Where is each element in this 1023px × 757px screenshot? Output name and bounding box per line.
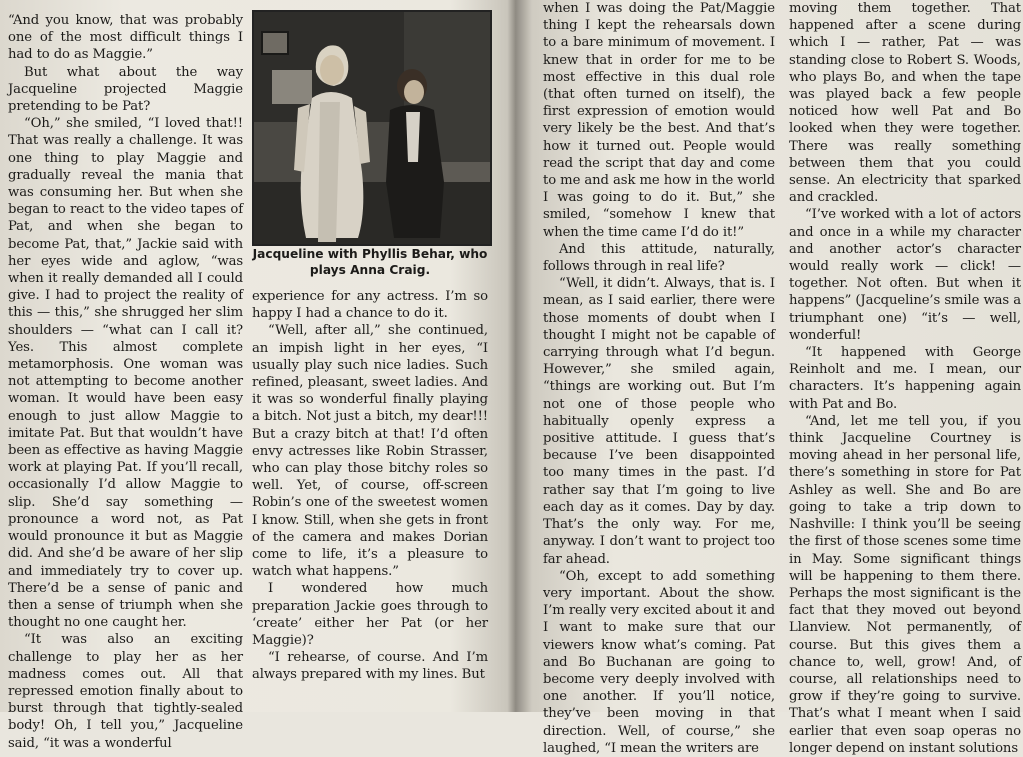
paragraph: “I’ve worked with a lot of actors and once in a while my character and another actor’s character would really work — click! — together. Not often. But when it happens” (Jacqueline’s smile was a triumphant one) “it’s — well, wonderful! — [789, 207, 1021, 343]
paragraph: “And, let me tell you, if you think Jacqueline Courtney is moving ahead in her personal life, there’s something in store for Pat Ashley as well. She and Bo are going to take a trip down to Nashville: I think you’ll be seeing the first of those scenes some time in May. Some significant things will be happening to them there. Perhaps the most significant is the fact that they moved out beyond Llanview. Not permanently, of course. But this gives them a chance to, well, grow! And, of course, all relationships need to grow if they’re going to survive. That’s what I meant when I said earlier that even soap operas no longer depend on instant solutions — [789, 413, 1021, 756]
photo-illustration — [254, 12, 490, 244]
photo-two-actresses — [252, 10, 492, 246]
right-page-column-2 — [789, 0, 1021, 757]
right-page — [526, 0, 1023, 756]
paragraph: And this attitude, naturally, follows through in real life? — [543, 241, 775, 275]
paragraph: experience for any actress. I’m so happy I had a chance to do it. — [252, 289, 488, 322]
left-page-column-2 — [252, 288, 488, 684]
paragraph: moving them together. That happened after a scene during which I — rather, Pat — was standing close to Robert S. Woods, who plays Bo, and when the tape was played back a few people noticed how well Pat and Bo looked when they were together. There was really something between them that you could sense. An electricity that sparked and crackled. — [789, 1, 1021, 206]
paragraph: when I was doing the Pat/Maggie thing I kept the rehearsals down to a bare minimum of movement. I knew that in order for me to be most effective in this dual role (that often turned on itself), the first expression of emotion would very likely be the best. And that’s how it turned out. People would read the script that day and come to me and ask me how in the world I was going to do it. But,” she smiled, “somehow I knew that when the time came I’d do it!” — [543, 1, 775, 240]
paragraph: “I rehearse, of course. And I’m always prepared with my lines. But — [252, 650, 488, 683]
paragraph: I wondered how much preparation Jackie goes through to ‘create’ either her Pat (or her Maggie)? — [252, 581, 488, 649]
left-page-column-1 — [8, 12, 243, 752]
photo-caption: Jacqueline with Phyllis Behar, who plays Anna Craig. — [252, 247, 488, 277]
paragraph: “Oh, except to add something very important. About the show. I’m really very excited about it and I want to make sure that our viewers know what’s coming. Pat and Bo Buchanan are going to become very deeply involved with one another. If you’ll notice, they’ve been moving in that direction. Well, of course,” she laughed, “I mean the writers are — [543, 568, 775, 756]
paragraph: “It was also an exciting challenge to play her as her madness comes out. All that repressed emotion finally about to burst through that tightly-sealed body! Oh, I tell you,” Jacqueline said, “it was a wonderful — [8, 632, 243, 751]
paragraph: “And you know, that was probably one of the most difficult things I had to do as Maggie.” — [8, 13, 243, 63]
paragraph: But what about the way Jacqueline projected Maggie pretending to be Pat? — [8, 64, 243, 115]
paragraph: “Oh,” she smiled, “I loved that!! That was really a challenge. It was one thing to play Maggie and gradually reveal the mania that was consuming her. But when she began to react to the video tapes of Pat, and when she began to become Pat, that,” Jackie said with her eyes wide and aglow, “was when it really demanded all I could give. I had to project the reality of this — this,” she shrugged her slim shoulders — “what can I call it? Yes. This almost complete metamorphosis. One woman was not attempting to become another woman. It would have been easy enough to just allow Maggie to imitate Pat. But that wouldn’t have been as effective as having Maggie work at playing Pat. If you’ll recall, occasionally I’d allow Maggie to slip. She’d say something — pronounce a word not, as Pat would pronounce it but as Maggie did. And she’d be aware of her slip and immediately try to cover up. There’d be a sense of panic and then a sense of triumph when she thought no one caught her. — [8, 116, 243, 631]
paragraph: “Well, it didn’t. Always, that is. I mean, as I said earlier, there were those moments of doubt when I thought I might not be capable of carrying through what I’d begun. However,” she smiled again, “things are working out. But I’m not one of those people who habitually openly express a positive attitude. I guess that’s because I’ve been disappointed too many times in the past. I’d rather say that I’m going to live each day as it comes. Day by day. That’s the only way. For me, anyway. I don’t want to project too far ahead. — [543, 276, 775, 567]
right-page-column-1 — [543, 0, 775, 757]
left-page — [0, 0, 498, 751]
paragraph: “It happened with George Reinholt and me. I mean, our characters. It’s happening again with Pat and Bo. — [789, 345, 1021, 412]
paragraph: “Well, after all,” she continued, an impish light in her eyes, “I usually play such nice ladies. Such refined, pleasant, sweet ladies. And it was so wonderful finally playing a bitch. Not just a bitch, my dear!!! But a crazy bitch at that! I’d often envy actresses like Robin Strasser, who can play those bitchy roles so well. Yet, of course, off-screen Robin’s one of the sweetest women I know. Still, when she gets in front of the camera and makes Dorian come to life, it’s a pleasure to watch what happens.” — [252, 323, 488, 580]
